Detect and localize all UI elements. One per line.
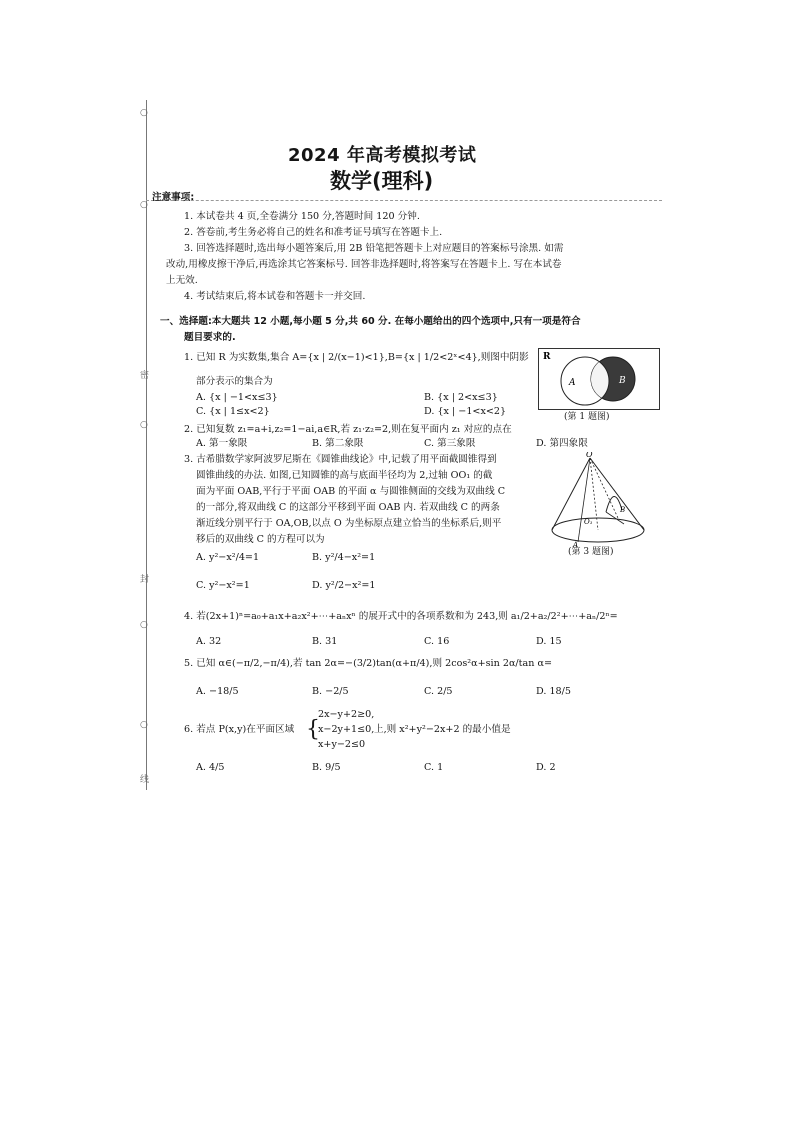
q4-option-d: D. 15: [536, 636, 562, 647]
q5-option-d: D. 18/5: [536, 686, 571, 697]
q2-option-c: C. 第三象限: [424, 438, 476, 449]
point-b-label: B: [620, 506, 626, 514]
q6-option-d: D. 2: [536, 762, 556, 773]
q6-constraint: x−2y+1≤0,: [318, 724, 375, 735]
q6-option-b: B. 9/5: [312, 762, 341, 773]
q1-option-d: D. {x | −1<x<2}: [424, 406, 507, 417]
q6-stem-post: 上,则 x²+y²−2x+2 的最小值是: [374, 724, 511, 735]
point-o1-label: O₁: [584, 518, 593, 526]
gutter-mark: 密: [140, 371, 150, 381]
note-item: 2. 答卷前,考生务必将自己的姓名和准考证号填写在答题卡上.: [184, 227, 443, 238]
note-item: 3. 回答选择题时,选出每小题答案后,用 2B 铅笔把答题卡上对应题目的答案标号涂黑. 如需: [184, 243, 564, 254]
note-item: 1. 本试卷共 4 页,全卷满分 150 分,答题时间 120 分钟.: [184, 211, 420, 222]
q1-option-b: B. {x | 2<x≤3}: [424, 392, 498, 403]
gutter-mark: ○: [140, 420, 148, 430]
gutter-mark: 线: [140, 775, 150, 785]
q6-stem-pre: 6. 若点 P(x,y)在平面区域: [184, 724, 295, 735]
gutter-mark: ○: [140, 108, 148, 118]
q4-option-c: C. 16: [424, 636, 450, 647]
cone-figure: [548, 452, 656, 548]
figure-caption: (第 3 题图): [568, 547, 614, 557]
exam-title: 2024 年高考模拟考试: [288, 145, 477, 166]
note-item: 4. 考试结束后,将本试卷和答题卡一并交回.: [184, 291, 366, 302]
q3-option-a: A. y²−x²/4=1: [196, 552, 260, 563]
q3-line: 渐近线分别平行于 OA,OB,以点 O 为坐标原点建立恰当的坐标系后,则平: [196, 518, 502, 529]
notes-heading: 注意事项:: [152, 192, 195, 203]
q1-stem-cont: 部分表示的集合为: [196, 376, 273, 387]
venn-diagram: [538, 348, 660, 410]
section-edge-a: [578, 458, 590, 542]
q5-option-a: A. −18/5: [196, 686, 239, 697]
section-heading-cont: 题目要求的.: [184, 332, 236, 343]
q6-constraint: x+y−2≤0: [318, 739, 366, 750]
point-o-label: O: [586, 452, 593, 459]
q5-stem: 5. 已知 α∈(−π/2,−π/4),若 tan 2α=−(3/2)tan(α+π/4),则 2cos²α+sin 2α/tan α=: [184, 658, 552, 669]
q3-line: 圆锥曲线的办法. 如图,已知圆锥的高与底面半径均为 2,过轴 OO₁ 的截: [196, 470, 493, 481]
section-heading: 一、选择题:本大题共 12 小题,每小题 5 分,共 60 分. 在每小题给出的四个选项中,只有一项是符合: [160, 316, 581, 327]
note-item: 改动,用橡皮擦干净后,再选涂其它答案标号. 回答非选择题时,将答案写在答题卡上. 写在本试卷: [166, 259, 562, 270]
q2-option-d: D. 第四象限: [536, 438, 588, 449]
universal-label: R: [543, 352, 551, 362]
venn-svg: [539, 349, 659, 409]
figure-caption: (第 1 题图): [564, 412, 610, 422]
system-brace: {: [306, 717, 320, 742]
q1-option-c: C. {x | 1≤x<2}: [196, 406, 270, 417]
note-item: 上无效.: [166, 275, 198, 286]
section-edge-b: [590, 458, 618, 518]
set-b-label: B: [619, 376, 626, 386]
q3-line: 面为平面 OAB,平行于平面 OAB 的平面 α 与圆锥侧面的交线为双曲线 C: [196, 486, 506, 497]
q2-stem: 2. 已知复数 z₁=a+i,z₂=1−ai,a∈R,若 z₁·z₂=2,则在复平面内 z₁ 对应的点在: [184, 424, 512, 435]
gutter-mark: 封: [140, 575, 150, 585]
q3-option-b: B. y²/4−x²=1: [312, 552, 376, 563]
subject-title: 数学(理科): [330, 169, 434, 193]
gutter-mark: ○: [140, 720, 148, 730]
q3-line: 移后的双曲线 C 的方程可以为: [196, 534, 325, 545]
divider: [146, 200, 662, 201]
cone-svg: [548, 452, 656, 548]
q1-stem: 1. 已知 R 为实数集,集合 A={x | 2/(x−1)<1},B={x | 1/2<2ˣ<4},则图中阴影: [184, 352, 529, 363]
q3-line: 的一部分,将双曲线 C 的这部分平移到平面 OAB 内. 若双曲线 C 的两条: [196, 502, 500, 513]
q4-option-a: A. 32: [196, 636, 222, 647]
q1-option-a: A. {x | −1<x≤3}: [196, 392, 278, 403]
q2-option-b: B. 第二象限: [312, 438, 364, 449]
q3-option-d: D. y²/2−x²=1: [312, 580, 376, 591]
q5-option-b: B. −2/5: [312, 686, 349, 697]
q5-option-c: C. 2/5: [424, 686, 453, 697]
q6-option-c: C. 1: [424, 762, 444, 773]
q6-option-a: A. 4/5: [196, 762, 225, 773]
set-a-label: A: [569, 378, 576, 388]
q4-stem: 4. 若(2x+1)ⁿ=a₀+a₁x+a₂x²+⋯+aₙxⁿ 的展开式中的各项系数和为 243,则 a₁/2+a₂/2²+⋯+aₙ/2ⁿ=: [184, 611, 618, 622]
gutter-mark: ○: [140, 620, 148, 630]
q3-option-c: C. y²−x²=1: [196, 580, 250, 591]
q2-option-a: A. 第一象限: [196, 438, 248, 449]
gutter-mark: ○: [140, 200, 148, 210]
q3-line: 3. 古希腊数学家阿波罗尼斯在《圆锥曲线论》中,记载了用平面截圆锥得到: [184, 454, 497, 465]
point-a-label: A: [573, 541, 579, 548]
q4-option-b: B. 31: [312, 636, 338, 647]
q6-constraint: 2x−y+2≥0,: [318, 709, 375, 720]
